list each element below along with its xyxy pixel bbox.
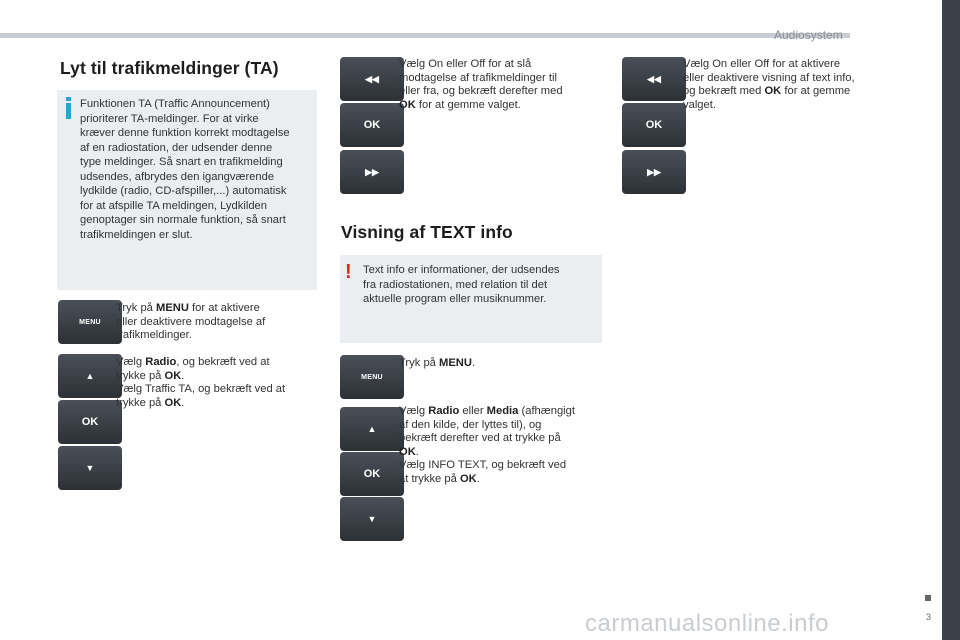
header-rule: [0, 33, 850, 38]
step-select-radio: Vælg Radio, og bekræft ved at trykke på OK. Vælg Traffic TA, og bekræft ved at trykke på OK.: [116, 356, 286, 409]
previous-button[interactable]: ◀◀: [340, 57, 404, 101]
watermark: carmanualsonline.info: [585, 610, 829, 637]
page-number: 3: [926, 612, 932, 622]
down-arrow-button[interactable]: ▼: [58, 446, 122, 490]
info-note-text: Funktionen TA (Traffic Announcement) prioriterer TA-meldinger. For at virke kræver denne funktion korrekt modtagelse af en radiostation, der udsender denne type meldinger. Så snart en trafikmelding udsendes, afbrydes den igangværende lydkilde (radio, CD-afspiller,...) automatisk for at afspille TA meldingen, Lydkilden genoptager sin normale funktion, så snart trafikmeldingen er slut.: [80, 98, 290, 241]
step-on-off-text-info: Vælg On eller Off for at aktivere eller deaktivere visning af text info, og bekræft med OK for at gemme valget.: [683, 58, 855, 111]
ok-button[interactable]: OK: [340, 103, 404, 147]
ok-button[interactable]: OK: [622, 103, 686, 147]
continuation-mark: [925, 595, 931, 601]
menu-button[interactable]: MENU: [340, 355, 404, 399]
menu-button[interactable]: MENU: [58, 300, 122, 344]
ok-button[interactable]: OK: [340, 452, 404, 496]
exclamation-icon: !: [345, 261, 352, 283]
ok-button[interactable]: OK: [58, 400, 122, 444]
step-select-source: Vælg Radio eller Media (afhængigt af den kilde, der lyttes til), og bekræft derefter ved at trykke på OK. Vælg INFO TEXT, og bekræft ved at trykke på OK.: [399, 405, 575, 485]
warning-note-text: Text info er informationer, der udsendes fra radiostationen, med relation til det aktuelle program eller musiknummer.: [363, 264, 560, 305]
down-arrow-button[interactable]: ▼: [340, 497, 404, 541]
up-arrow-button[interactable]: ▲: [340, 407, 404, 451]
up-arrow-button[interactable]: ▲: [58, 354, 122, 398]
heading-traffic-announcements: Lyt til trafikmeldinger (TA): [60, 58, 279, 78]
previous-button[interactable]: ◀◀: [622, 57, 686, 101]
next-button[interactable]: ▶▶: [622, 150, 686, 194]
step-on-off-traffic: Vælg On eller Off for at slå modtagelse af trafikmeldinger til eller fra, og bekræft derefter med OK for at gemme valget.: [399, 58, 563, 111]
section-title: Audiosystem: [774, 28, 843, 42]
info-icon: [66, 97, 71, 119]
heading-text-info: Visning af TEXT info: [341, 222, 513, 242]
step-press-menu-text: Tryk på MENU.: [399, 357, 476, 369]
page-edge-strip: [942, 0, 960, 640]
step-press-menu: Tryk på MENU for at aktivere eller deaktivere modtagelse af trafikmeldinger.: [116, 302, 266, 341]
next-button[interactable]: ▶▶: [340, 150, 404, 194]
